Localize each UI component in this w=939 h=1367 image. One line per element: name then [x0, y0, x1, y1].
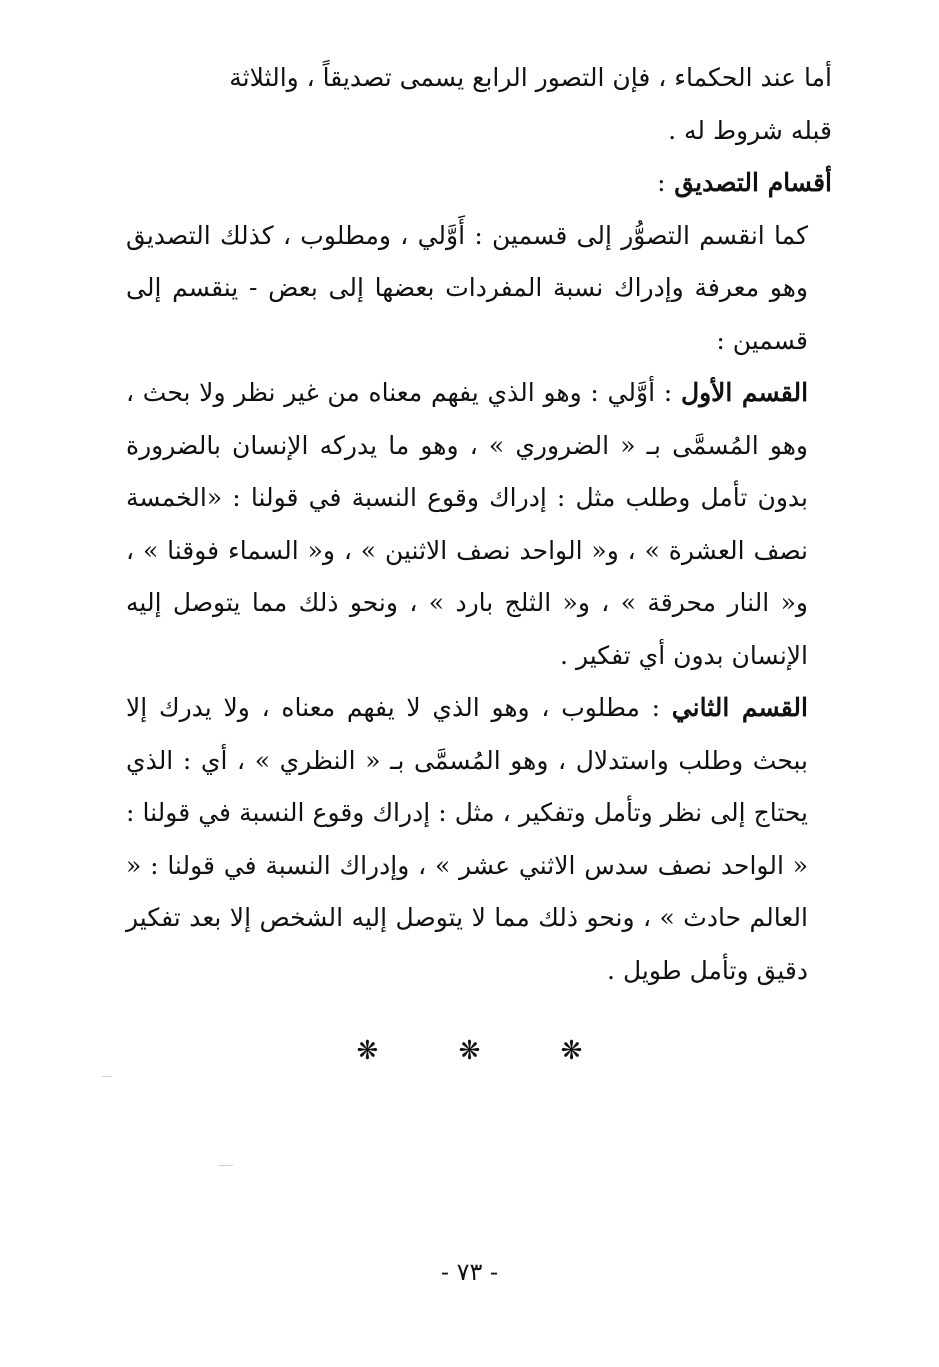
- page-number: - ٧٣ -: [440, 1258, 499, 1286]
- first-section-paragraph: [126, 367, 832, 682]
- section-heading-text: أقسام التصديق: [674, 168, 832, 197]
- separator-star-icon: ❋: [560, 1036, 583, 1066]
- second-section-text: : مطلوب ، وهو الذي لا يفهم معناه ، ولا يدرك إلا ببحث وطلب واستدلال ، وهو المُسمَّى بـ « النظري » ، أي : الذي يحتاج إلى نظر وتأمل وتفكير ، مثل : إدراك وقوع النسبة في قولنا : « الواحد نصف سدس الاثني عشر » ، وإدراك النسبة في قولنا : « العالم حادث » ، ونحو ذلك مما لا يتوصل إليه الشخص إلا بعد تفكير دقيق وتأمل طويل .: [126, 693, 808, 985]
- intro-line-2: قبله شروط له .: [668, 115, 832, 145]
- page-body: [126, 52, 832, 997]
- definition-paragraph: كما انقسم التصوُّر إلى قسمين : أَوَّلي ، ومطلوب ، كذلك التصديق وهو معرفة وإدراك نسبة المفردات بعضها إلى بعض - ينقسم إلى قسمين :: [126, 220, 808, 355]
- first-section-term: القسم الأول: [680, 378, 809, 407]
- second-section-term: القسم الثاني: [671, 693, 808, 722]
- scan-speck: [219, 1165, 233, 1166]
- intro-line-1: أما عند الحكماء ، فإن التصور الرابع يسمى تصديقاً ، والثلاثة: [229, 63, 832, 92]
- intro-paragraph: [126, 52, 832, 157]
- scan-speck: [102, 1076, 112, 1077]
- asterism-separator: [0, 1036, 939, 1066]
- section-heading-colon: :: [657, 168, 666, 197]
- separator-star-icon: ❋: [458, 1036, 481, 1066]
- separator-star-icon: ❋: [356, 1036, 379, 1066]
- second-section-paragraph: [126, 682, 832, 997]
- section-heading: [126, 157, 832, 210]
- first-section-text: : أوَّلي : وهو الذي يفهم معناه من غير نظر ولا بحث ، وهو المُسمَّى بـ « الضروري » ، وهو ما يدركه الإنسان بالضرورة بدون تأمل وطلب مثل : إدراك وقوع النسبة في قولنا : «الخمسة نصف العشرة » ، و« الواحد نصف الاثنين » ، و« السماء فوقنا » ، و« النار محرقة » ، و« الثلج بارد » ، ونحو ذلك مما يتوصل إليه الإنسان بدون أي تفكير .: [126, 378, 808, 670]
